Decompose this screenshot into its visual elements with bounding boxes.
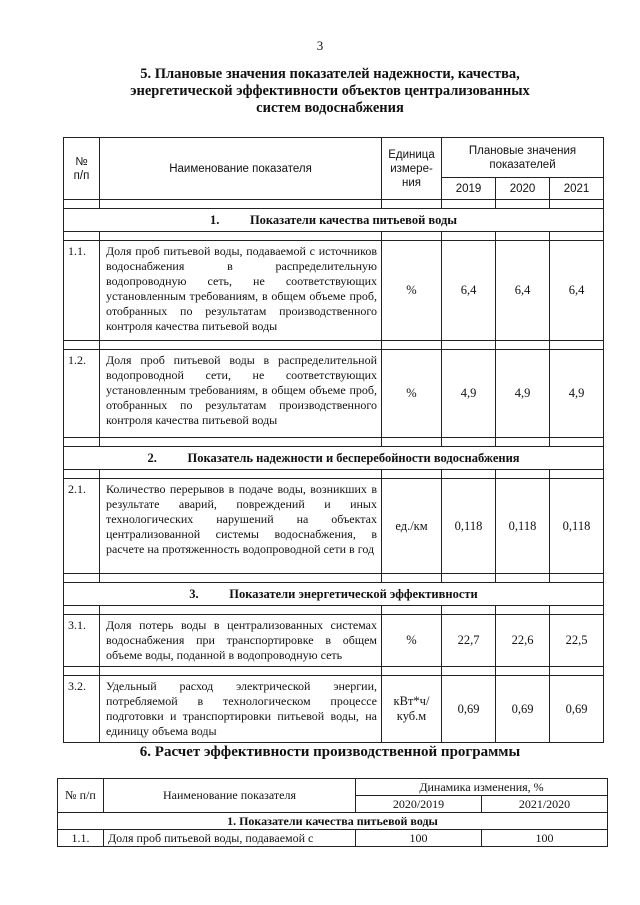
table-row: 3.1. Доля потерь воды в централизованных системах водоснабжения при транспортировке в общем объеме воды, поданной в водопроводную сеть % 22,7 22,6 22,5: [64, 615, 604, 667]
header-year: 2020: [496, 178, 550, 200]
group-header: 1. Показатели качества питьевой воды: [64, 209, 604, 232]
group-header: 3. Показатели энергетической эффективности: [64, 583, 604, 606]
header-num: № п/п: [58, 779, 104, 813]
section5-title: [60, 66, 600, 117]
section5-title-line: 5. Плановые значения показателей надежности, качества,: [140, 66, 520, 82]
table-row: 3.2. Удельный расход электрической энергии, потребляемой в технологическом процессе подготовки и транспортировки питьевой воды, на единицу объема воды кВт*ч/ куб.м 0,69 0,69 0,69: [64, 676, 604, 743]
header-num: № п/п: [64, 138, 100, 200]
section5-title-line: систем водоснабжения: [256, 100, 404, 116]
header-name: Наименование показателя: [100, 138, 382, 200]
header-planned: Плановые значения показателей: [442, 138, 604, 178]
header-year: 2019: [442, 178, 496, 200]
section5-title-line: энергетической эффективности объектов централизованных: [130, 83, 530, 99]
group-header: 1. Показатели качества питьевой воды: [58, 813, 608, 830]
page-number: 3: [316, 38, 324, 53]
header-period: 2021/2020: [482, 796, 608, 813]
section6-title: 6. Расчет эффективности производственной программы: [139, 744, 521, 760]
table-row: 2.1. Количество перерывов в подаче воды, возникших в результате аварий, повреждений и иных технологических нарушений на объектах централизованной системы водоснабжения, в расчете на протяженность водопроводной сети в год ед./км 0,118 0,118 0,118: [64, 479, 604, 574]
header-name: Наименование показателя: [104, 779, 356, 813]
section6-table: [57, 778, 608, 847]
group-header: 2. Показатель надежности и бесперебойности водоснабжения: [64, 447, 604, 470]
table-row: 1.1. Доля проб питьевой воды, подаваемой с источников водоснабжения в распределительную водопроводную сеть, не соответствующих установленным требованиям, в общем объеме проб, отобранных по результатам производственного контроля качества питьевой воды % 6,4 6,4 6,4: [64, 241, 604, 341]
section5-table: [63, 137, 604, 743]
header-period: 2020/2019: [356, 796, 482, 813]
table-row: 1.2. Доля проб питьевой воды в распределительной водопроводной сети, не соответствующих установленным требованиям, в общем объеме проб, отобранных по результатам производственного контроля качества питьевой воды % 4,9 4,9 4,9: [64, 350, 604, 438]
header-unit: Единица измере- ния: [382, 138, 442, 200]
header-year: 2021: [550, 178, 604, 200]
header-dynamics: Динамика изменения, %: [356, 779, 608, 796]
table-row: 1.1. Доля проб питьевой воды, подаваемой с 100 100: [58, 830, 608, 847]
